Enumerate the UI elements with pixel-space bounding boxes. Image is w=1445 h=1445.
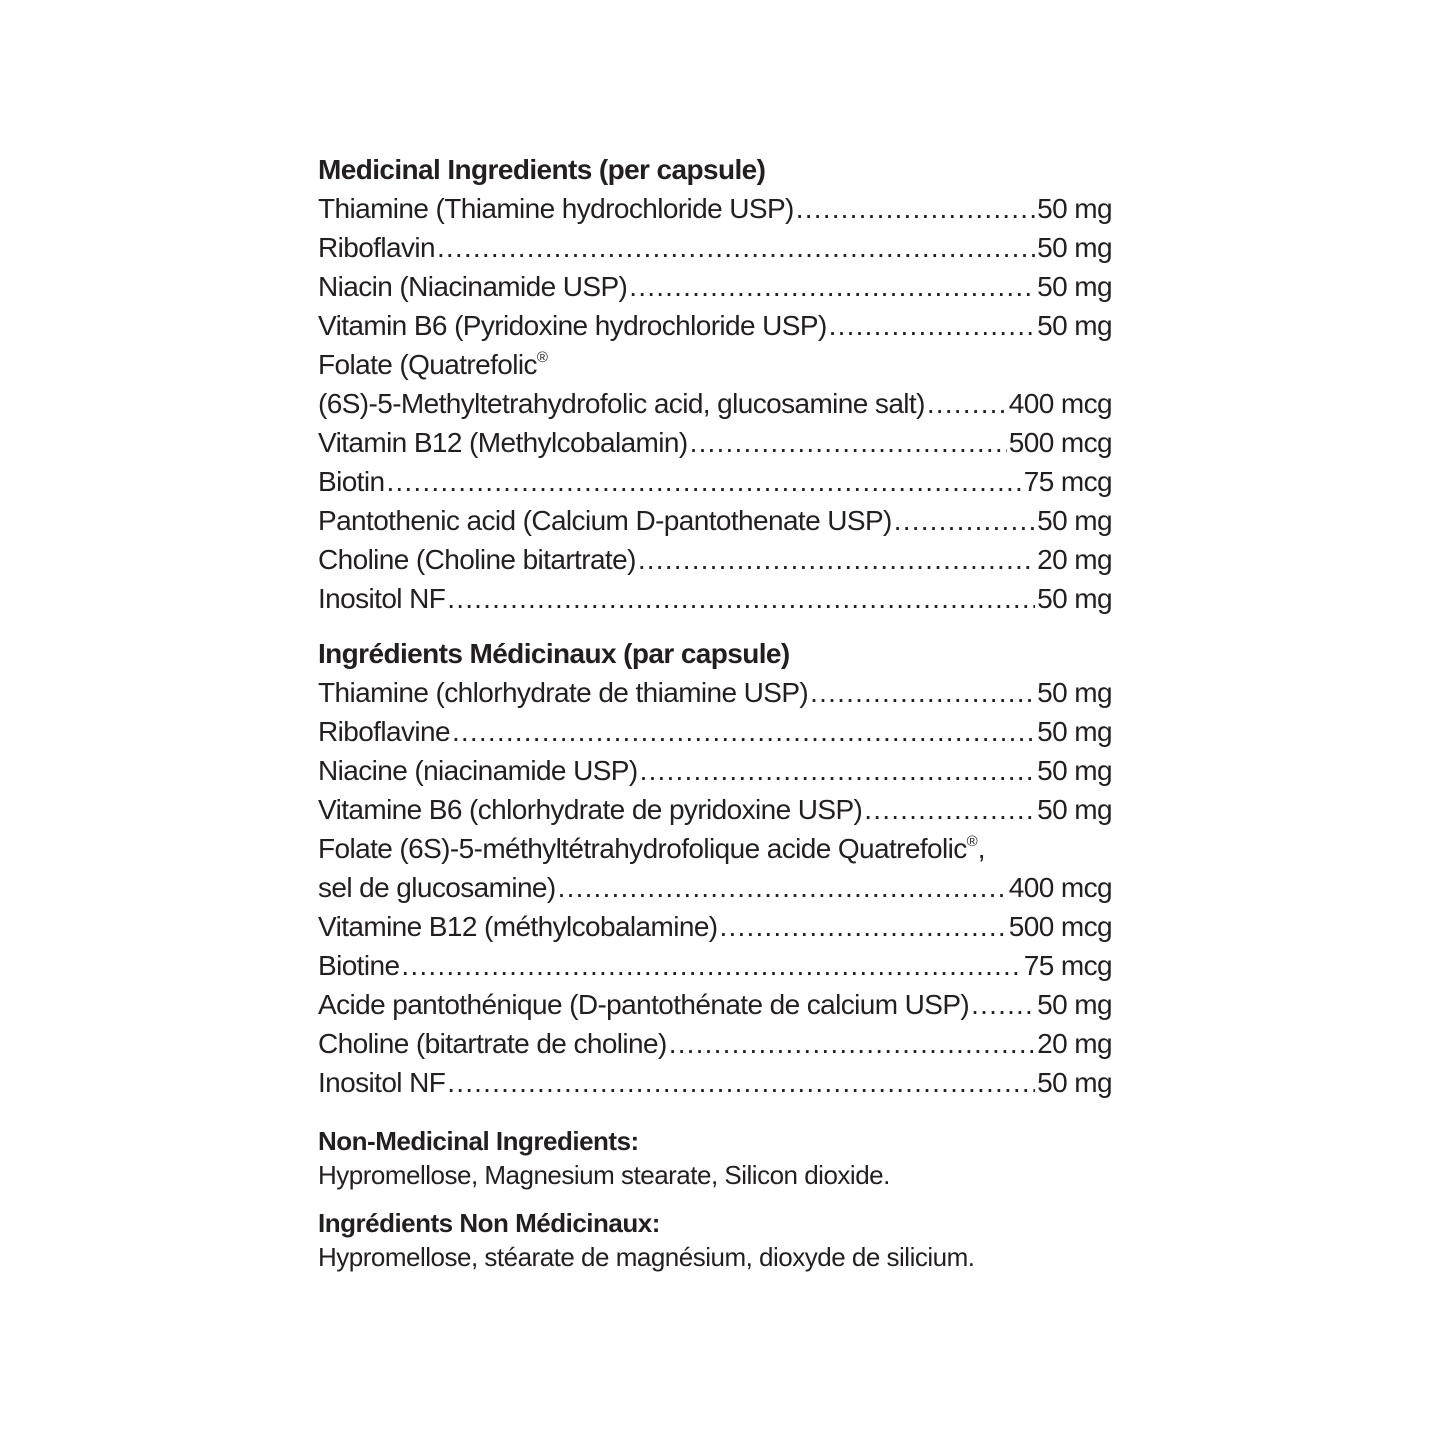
dot-leader (401, 946, 1021, 985)
ingredient-amount: 400 mcg (1008, 872, 1112, 903)
ingredient-amount: 50 mg (1037, 505, 1112, 536)
ingredient-amount: 50 mg (1037, 271, 1112, 302)
ingredient-name: Thiamine (chlorhydrate de thiamine USP) (318, 677, 809, 708)
ingredient-name: Vitamin B12 (Methylcobalamin) (318, 427, 688, 458)
dot-leader (558, 868, 1007, 907)
ingredient-name-comma: , (977, 833, 985, 864)
ingredient-row-folate-fr-line2 (318, 868, 1112, 907)
ingredient-amount: 50 mg (1037, 232, 1112, 263)
ingredient-row-biotin-fr (318, 946, 1112, 985)
ingredient-name-continued: sel de glucosamine) (318, 872, 556, 903)
ingredient-amount: 50 mg (1037, 310, 1112, 341)
ingredient-amount: 75 mcg (1023, 466, 1112, 497)
dot-leader (629, 267, 1035, 306)
non-medicinal-text: Hypromellose, Magnesium stearate, Silicon dioxide. (318, 1160, 890, 1190)
dot-leader (829, 306, 1036, 345)
ingredient-name-continued: (6S)-5-Methyltetrahydrofolic acid, glucosamine salt) (318, 388, 925, 419)
ingredient-amount: 400 mcg (1008, 388, 1112, 419)
ingredient-name: Riboflavin (318, 232, 435, 263)
ingredient-amount: 500 mcg (1008, 911, 1112, 942)
ingredient-name: Folate (Quatrefolic (318, 349, 537, 380)
ingredient-row-pantothenic-acid (318, 501, 1112, 540)
ingredient-name: Inositol NF (318, 1067, 446, 1098)
ingredient-row-thiamine-fr (318, 673, 1112, 712)
non-medicinal-heading: Non-Medicinal Ingredients: (318, 1126, 639, 1156)
ingredient-name: Vitamine B12 (méthylcobalamine) (318, 911, 718, 942)
ingredient-amount: 50 mg (1037, 989, 1112, 1020)
dot-leader (894, 501, 1035, 540)
ingredient-name: Pantothenic acid (Calcium D-pantothenate USP) (318, 505, 892, 536)
ingredient-amount: 50 mg (1037, 193, 1112, 224)
ingredient-row-riboflavin (318, 228, 1112, 267)
non-medicinal-heading-fr: Ingrédients Non Médicinaux: (318, 1208, 660, 1238)
ingredient-row-vitamin-b12-fr (318, 907, 1112, 946)
dot-leader (447, 1063, 1035, 1102)
ingredient-row-folate-line1 (318, 345, 1112, 384)
section-spacer (318, 1102, 1112, 1124)
ingredient-row-choline (318, 540, 1112, 579)
ingredient-name: Riboflavine (318, 716, 450, 747)
ingredient-name: Choline (Choline bitartrate) (318, 544, 636, 575)
ingredient-amount: 50 mg (1037, 583, 1112, 614)
ingredient-name: Vitamin B6 (Pyridoxine hydrochloride USP) (318, 310, 827, 341)
ingredient-row-vitamin-b12 (318, 423, 1112, 462)
ingredient-amount: 50 mg (1037, 755, 1112, 786)
dot-leader (437, 228, 1035, 267)
dot-leader (810, 673, 1035, 712)
dot-leader (669, 1024, 1035, 1063)
ingredient-name: Acide pantothénique (D-pantothénate de calcium USP) (318, 989, 970, 1020)
ingredient-row-inositol (318, 579, 1112, 618)
dot-leader (971, 985, 1035, 1024)
ingredient-amount: 50 mg (1037, 716, 1112, 747)
dot-leader (447, 579, 1035, 618)
ingredient-amount: 20 mg (1037, 1028, 1112, 1059)
registered-mark: ® (966, 833, 978, 850)
dot-leader (386, 462, 1021, 501)
ingredient-row-niacin (318, 267, 1112, 306)
non-medicinal-text-fr: Hypromellose, stéarate de magnésium, dioxyde de silicium. (318, 1242, 975, 1272)
ingredient-row-vitamin-b6 (318, 306, 1112, 345)
ingredients-panel (318, 150, 1112, 1274)
medicinal-ingredients-heading-fr: Ingrédients Médicinaux (par capsule) (318, 638, 790, 669)
dot-leader (864, 790, 1035, 829)
ingredient-row-thiamine (318, 189, 1112, 228)
ingredient-row-riboflavin-fr (318, 712, 1112, 751)
dot-leader (690, 423, 1007, 462)
ingredient-name: Biotin (318, 466, 385, 497)
dot-leader (796, 189, 1035, 228)
ingredient-amount: 75 mcg (1023, 950, 1112, 981)
ingredient-row-biotin (318, 462, 1112, 501)
ingredient-row-folate-line2 (318, 384, 1112, 423)
ingredient-name: Niacin (Niacinamide USP) (318, 271, 628, 302)
ingredient-name: Inositol NF (318, 583, 446, 614)
ingredient-row-vitamin-b6-fr (318, 790, 1112, 829)
section-spacer (318, 1192, 1112, 1206)
ingredient-row-folate-fr-line1 (318, 829, 1112, 868)
ingredient-name: Niacine (niacinamide USP) (318, 755, 638, 786)
dot-leader (638, 540, 1035, 579)
ingredient-amount: 50 mg (1037, 677, 1112, 708)
ingredient-amount: 50 mg (1037, 1067, 1112, 1098)
ingredient-name: Choline (bitartrate de choline) (318, 1028, 667, 1059)
ingredient-name: Thiamine (Thiamine hydrochloride USP) (318, 193, 794, 224)
registered-mark: ® (536, 349, 548, 366)
ingredient-row-niacin-fr (318, 751, 1112, 790)
ingredient-name: Vitamine B6 (chlorhydrate de pyridoxine USP) (318, 794, 863, 825)
medicinal-ingredients-heading: Medicinal Ingredients (per capsule) (318, 154, 766, 185)
dot-leader (452, 712, 1035, 751)
ingredient-name: Folate (6S)-5-méthyltétrahydrofolique acide Quatrefolic (318, 833, 967, 864)
dot-leader (640, 751, 1036, 790)
dot-leader (927, 384, 1007, 423)
dot-leader (720, 907, 1007, 946)
section-spacer (318, 618, 1112, 634)
ingredient-amount: 50 mg (1037, 794, 1112, 825)
ingredient-row-pantothenic-acid-fr (318, 985, 1112, 1024)
ingredient-amount: 500 mcg (1008, 427, 1112, 458)
ingredient-row-inositol-fr (318, 1063, 1112, 1102)
ingredient-amount: 20 mg (1037, 544, 1112, 575)
ingredient-name: Biotine (318, 950, 400, 981)
ingredient-row-choline-fr (318, 1024, 1112, 1063)
